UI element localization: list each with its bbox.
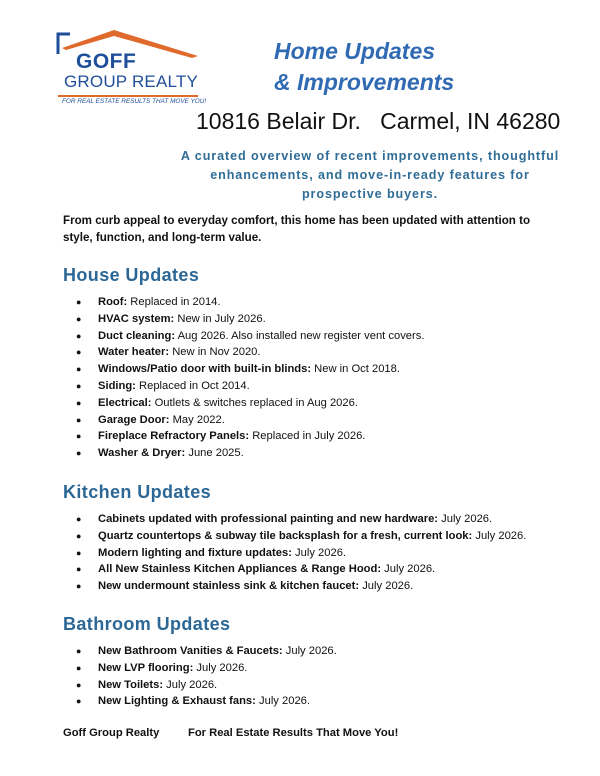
bullet-icon: ● xyxy=(76,530,82,541)
item-value: July 2026. xyxy=(255,695,310,708)
bullet-icon: ● xyxy=(76,448,82,459)
item-value: July 2026. xyxy=(472,529,527,542)
footer-company: Goff Group Realty xyxy=(63,727,160,739)
item-value: July 2026. xyxy=(282,645,337,657)
bullet-icon: ● xyxy=(76,581,82,592)
item-label: HVAC system: xyxy=(98,312,175,325)
bullet-icon: ● xyxy=(76,397,82,408)
bullet-icon: ● xyxy=(76,364,82,375)
item-label: Electrical: xyxy=(98,396,152,409)
item-label: Cabinets updated with professional painting and new hardware: xyxy=(98,513,439,525)
list-item xyxy=(76,643,337,660)
item-value: July 2026. xyxy=(291,546,347,559)
list-item xyxy=(76,578,526,595)
bullet-icon: ● xyxy=(76,679,82,690)
list-item xyxy=(76,361,424,378)
company-logo xyxy=(54,28,207,110)
list-item xyxy=(76,693,337,710)
item-value: New in Oct 2018. xyxy=(311,363,400,376)
logo-text-goff: GOFF xyxy=(76,50,137,73)
list-item xyxy=(76,344,424,361)
bullet-icon: ● xyxy=(76,514,82,524)
page-title xyxy=(274,36,454,98)
subtitle: A curated overview of recent improvements, thoughtful enhancements, and move-in-ready features for prospective buyers. xyxy=(180,149,560,201)
bathroom-updates-list xyxy=(76,643,337,710)
item-label: Windows/Patio door with built-in blinds: xyxy=(98,363,312,376)
list-item xyxy=(76,511,526,528)
list-item xyxy=(76,412,424,429)
list-item xyxy=(76,445,424,462)
title-line-2: & Improvements xyxy=(274,69,455,95)
item-label: Quartz countertops & subway tile backsplash for a fresh, current look: xyxy=(98,529,473,542)
item-value: May 2022. xyxy=(169,413,225,426)
item-value: July 2026. xyxy=(359,580,414,593)
item-label: New undermount stainless sink & kitchen faucet: xyxy=(98,580,360,593)
section-title-bathroom: Bathroom Updates xyxy=(63,614,231,634)
item-value: June 2025. xyxy=(185,447,244,460)
bullet-icon: ● xyxy=(76,347,82,358)
bullet-icon: ● xyxy=(76,297,82,307)
bullet-icon: ● xyxy=(76,414,82,425)
list-item xyxy=(76,428,424,445)
item-value: Aug 2026. Also installed new register vent covers. xyxy=(175,329,425,342)
item-label: New Lighting & Exhaust fans: xyxy=(98,695,256,708)
item-label: Washer & Dryer: xyxy=(98,447,186,460)
item-value: July 2026. xyxy=(163,678,218,691)
item-value: New in Nov 2020. xyxy=(169,346,261,359)
footer-slogan: For Real Estate Results That Move You! xyxy=(188,727,399,739)
item-label: New Toilets: xyxy=(98,678,164,691)
section-title-kitchen: Kitchen Updates xyxy=(63,482,212,502)
title-line-1: Home Updates xyxy=(274,38,436,64)
item-label: Water heater: xyxy=(98,346,170,359)
list-item xyxy=(76,561,526,578)
list-item xyxy=(76,328,425,345)
section-title-house: House Updates xyxy=(63,265,200,285)
item-value: Replaced in July 2026. xyxy=(249,430,366,443)
item-label: Roof: xyxy=(98,296,128,308)
item-value: Replaced in Oct 2014. xyxy=(135,379,250,392)
item-value: July 2026. xyxy=(193,661,248,674)
item-label: Siding: xyxy=(98,379,136,392)
intro-paragraph: From curb appeal to everyday comfort, this home has been updated with attention to style, function, and long-term value. xyxy=(63,214,531,244)
list-item xyxy=(76,677,337,694)
item-label: New LVP flooring: xyxy=(98,661,194,674)
list-item xyxy=(76,294,424,311)
list-item xyxy=(76,395,424,412)
item-label: Modern lighting and fixture updates: xyxy=(98,546,292,559)
property-address: 10816 Belair Dr. Carmel, IN 46280 xyxy=(196,108,561,134)
list-item xyxy=(76,311,424,328)
logo-text-group-realty: GROUP REALTY xyxy=(64,72,199,91)
item-label: Fireplace Refractory Panels: xyxy=(98,430,250,443)
bullet-icon: ● xyxy=(76,313,82,324)
list-item xyxy=(76,528,527,545)
item-value: Outlets & switches replaced in Aug 2026. xyxy=(151,396,358,409)
item-value: July 2026. xyxy=(438,513,493,525)
list-item xyxy=(76,545,526,562)
bullet-icon: ● xyxy=(76,696,82,707)
bullet-icon: ● xyxy=(76,662,82,673)
list-item xyxy=(76,660,337,677)
item-label: New Bathroom Vanities & Faucets: xyxy=(98,645,283,657)
bullet-icon: ● xyxy=(76,380,82,391)
item-label: All New Stainless Kitchen Appliances & Range Hood: xyxy=(98,563,382,576)
house-updates-list xyxy=(76,294,425,462)
item-label: Duct cleaning: xyxy=(98,329,176,342)
bullet-icon: ● xyxy=(76,646,82,656)
item-value: New in July 2026. xyxy=(174,312,266,325)
item-value: Replaced in 2014. xyxy=(127,296,221,308)
list-item xyxy=(76,378,424,395)
bullet-icon: ● xyxy=(76,431,82,442)
bullet-icon: ● xyxy=(76,564,82,575)
logo-tagline: FOR REAL ESTATE RESULTS THAT MOVE YOU! xyxy=(62,98,207,105)
kitchen-updates-list xyxy=(76,511,527,595)
item-label: Garage Door: xyxy=(98,413,170,426)
item-value: July 2026. xyxy=(381,563,436,576)
bullet-icon: ● xyxy=(76,330,82,341)
bullet-icon: ● xyxy=(76,547,82,558)
